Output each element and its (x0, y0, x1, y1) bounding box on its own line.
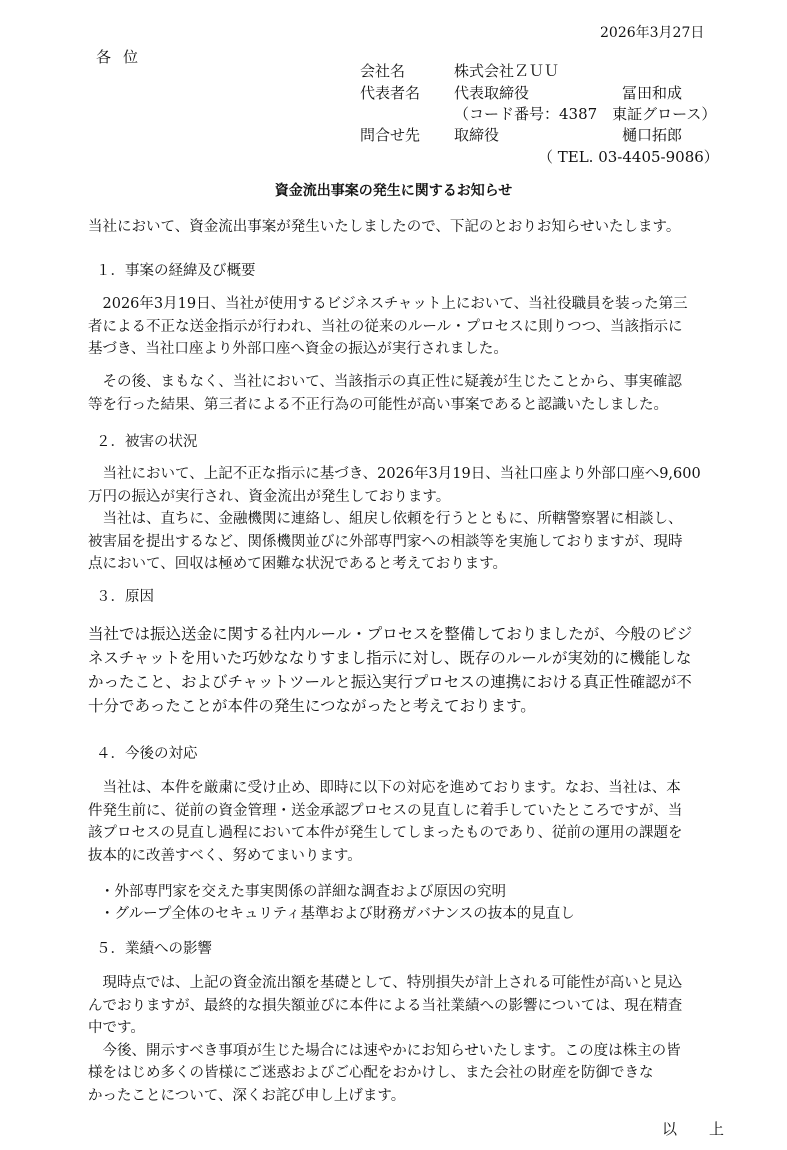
contact-tel: （ TEL. 03-4405-9086） (538, 148, 719, 166)
response-bullet-governance: ・グループ全体のセキュリティ基準および財務ガバナンスの抜本的見直し (100, 906, 575, 922)
closing-mark: 以上 (662, 1120, 757, 1138)
text-line: 当社では振込送金に関する社内ルール・プロセスを整備しておりましたが、今般のビジ (88, 625, 693, 643)
intro-paragraph (88, 216, 728, 239)
text-line: かったことについて、深くお詫び申し上げます。 (88, 1087, 406, 1104)
text-line: 当社は、直ちに、金融機関に連絡し、組戻し依頼を行うとともに、所轄警察署に相談し、 (88, 511, 683, 527)
section-heading-cause: ３．原因 (96, 589, 154, 605)
text-line: 今後、開示すべき事項が生じた場合には速やかにお知らせいたします。この度は株主の皆 (88, 1042, 681, 1059)
addressee: 各位 (96, 48, 151, 66)
company-name: 株式会社ＺＵＵ (454, 62, 560, 80)
impact-paragraph (88, 972, 728, 1107)
text-line: ネスチャットを用いた巧妙ななりすまし指示に対し、既存のルールが実効的に機能しな (88, 649, 692, 667)
section-heading-impact: ５．業績への影響 (96, 941, 212, 957)
damage-paragraph (88, 463, 728, 576)
text-line: 当社は、本件を厳粛に受け止め、即時に以下の対応を進めております。なお、当社は、本 (88, 780, 681, 796)
contact-label: 問合せ先 (360, 126, 421, 144)
representative-name: 冨田和成 (622, 84, 683, 102)
section-heading-overview: １．事案の経緯及び概要 (96, 263, 256, 279)
text-line: 被害届を提出するなど、関係機関並びに外部専門家への相談等を実施しておりますが、現時 (88, 533, 683, 550)
text-line: 件発生前に、従前の資金管理・送金承認プロセスの見直しに着手していたところですが、当 (88, 802, 683, 819)
company-label: 会社名 (360, 62, 406, 80)
text-line: 万円の振込が実行され、資金流出が発生しております。 (88, 488, 451, 505)
text-line: 2026年3月19日、当社が使用するビジネスチャット上において、当社役職員を装った第三 (88, 296, 688, 312)
text-line: 該プロセスの見直し過程において本件が発生してしまったものであり、従前の運用の課題を (88, 825, 683, 841)
intro-line: 当社において、資金流出事案が発生いたしましたので、下記のとおりお知らせいたします。 (88, 219, 681, 235)
contact-name: 樋口拓郎 (622, 126, 683, 144)
stock-code-info: （コード番号：4387 東証グロース） (454, 105, 717, 123)
contact-title: 取締役 (454, 126, 500, 144)
response-bullet-investigation: ・外部専門家を交えた事実関係の詳細な調査および原因の究明 (100, 884, 506, 900)
response-paragraph (88, 777, 728, 867)
text-line: 抜本的に改善すべく、努めてまいります。 (88, 847, 362, 864)
overview-paragraph-2 (88, 371, 728, 416)
text-line: 中です。 (88, 1020, 145, 1036)
text-line: んでおりますが、最終的な損失額並びに本件による当社業績への影響については、現在精査 (88, 997, 683, 1014)
release-date: 2026年3月27日 (600, 25, 705, 41)
overview-paragraph-1 (88, 293, 728, 361)
text-line: 等を行った結果、第三者による不正行為の可能性が高い事案であると認識いたしました。 (88, 396, 668, 413)
section-heading-response: ４．今後の対応 (96, 746, 198, 762)
representative-label: 代表者名 (360, 84, 421, 102)
text-line: 者による不正な送金指示が行われ、当社の従来のルール・プロセスに則りつつ、当該指示に (88, 318, 683, 335)
text-line: 基づき、当社口座より外部口座へ資金の振込が実行されました。 (88, 341, 508, 357)
document-title: 資金流出事案の発生に関するお知らせ (274, 183, 513, 199)
representative-title: 代表取締役 (454, 84, 530, 102)
section-heading-damage: ２．被害の状況 (96, 434, 198, 450)
text-line: 様をはじめ多くの皆様にご迷惑およびご心配をおかけし、また会社の財産を防御できな (88, 1065, 654, 1081)
text-line: かったこと、およびチャットツールと振込実行プロセスの連携における真正性確認が不 (88, 673, 692, 691)
text-line: 十分であったことが本件の発生につながったと考えております。 (88, 697, 536, 715)
text-line: その後、まもなく、当社において、当該指示の真正性に疑義が生じたことから、事実確認 (88, 374, 682, 390)
cause-paragraph (88, 622, 728, 718)
text-line: 当社において、上記不正な指示に基づき、2026年3月19日、当社口座より外部口座へ9,600 (88, 466, 701, 482)
text-line: 点において、回収は極めて困難な状況であると考えております。 (88, 556, 508, 572)
text-line: 現時点では、上記の資金流出額を基礎として、特別損失が計上される可能性が高いと見込 (88, 975, 683, 991)
